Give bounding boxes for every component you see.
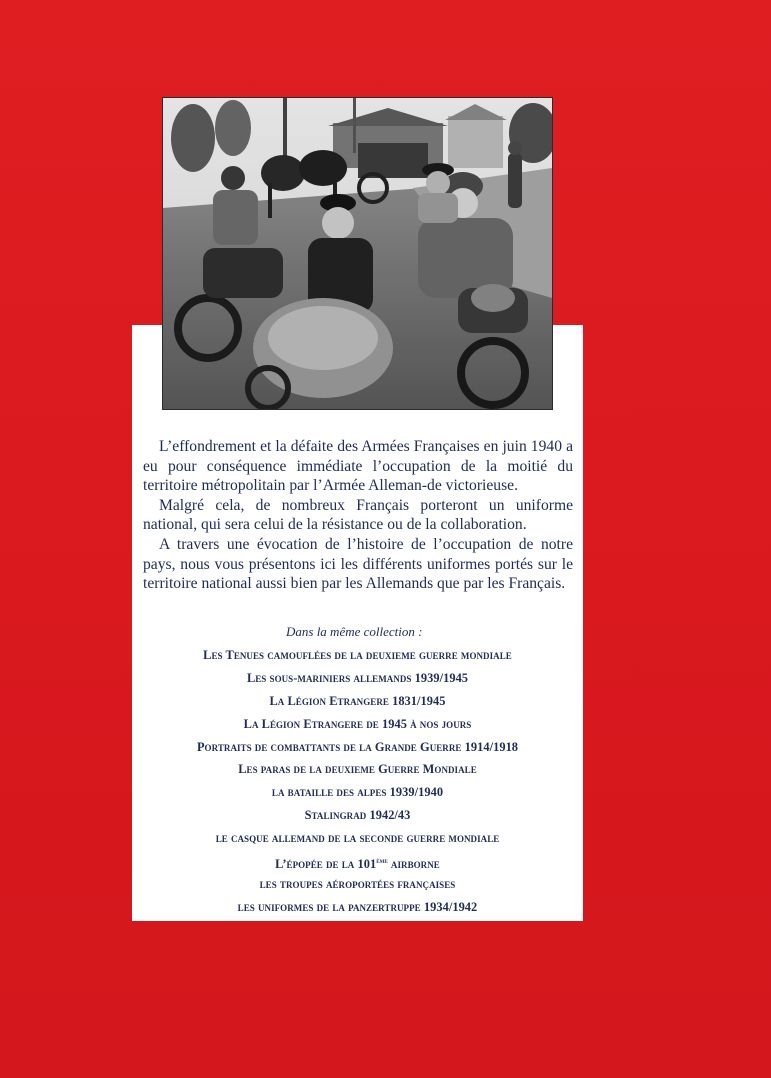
collection-title: les troupes aéroportées françaises xyxy=(259,876,456,891)
collection-title: Les sous-mariniers allemands 1939/1945 xyxy=(246,670,469,685)
description-text xyxy=(143,437,573,594)
collection-title xyxy=(132,854,583,877)
collection-title: Les paras de la deuxieme Guerre Mondiale xyxy=(238,762,477,777)
collection-title: la bataille des alpes 1939/1940 xyxy=(271,785,444,800)
wartime-photo-motorcycle-sidecar-icon xyxy=(163,98,552,409)
collection-title: Portraits de combattants de la Grande Guerre 1914/1918 xyxy=(196,739,519,754)
collection-title: La Légion Etrangere de 1945 à nos jours xyxy=(243,716,472,731)
cover-photo xyxy=(162,97,553,410)
collection-title-tail: airborne xyxy=(387,857,440,872)
collection-title: La Légion Etrangere 1831/1945 xyxy=(269,693,446,708)
description-paragraph: L’effondrement et la défaite des Armées Françaises en juin 1940 a eu pour conséquence immédiate l’occupation de la moitié du territoire métropolitain par l’Armée Alleman-de victorieuse. xyxy=(143,438,573,495)
collection-title: Les Tenues camouflées de la deuxieme guerre mondiale xyxy=(203,648,512,662)
collection-heading: Dans la même collection : xyxy=(286,624,423,639)
description-paragraph: A travers une évocation de l’histoire de l’occupation de notre pays, nous vous présentons ici les différents uniformes portés sur le territoire national aussi bien par les Allemands que par les Français. xyxy=(143,535,573,593)
collection-title: le casque allemand de la seconde guerre mondiale xyxy=(215,831,500,846)
description-paragraph: Malgré cela, de nombreux Français porteront un uniforme national, qui sera celui de la résistance ou de la collaboration. xyxy=(143,496,573,534)
collection-list-section xyxy=(132,624,583,923)
collection-title-text: L’épopée de la 101 xyxy=(275,857,377,872)
collection-titles xyxy=(132,648,583,923)
collection-title: Stalingrad 1942/43 xyxy=(304,808,411,823)
collection-title-superscript: ème xyxy=(376,857,388,866)
collection-title: les uniformes de la panzertruppe 1934/1942 xyxy=(237,899,478,914)
